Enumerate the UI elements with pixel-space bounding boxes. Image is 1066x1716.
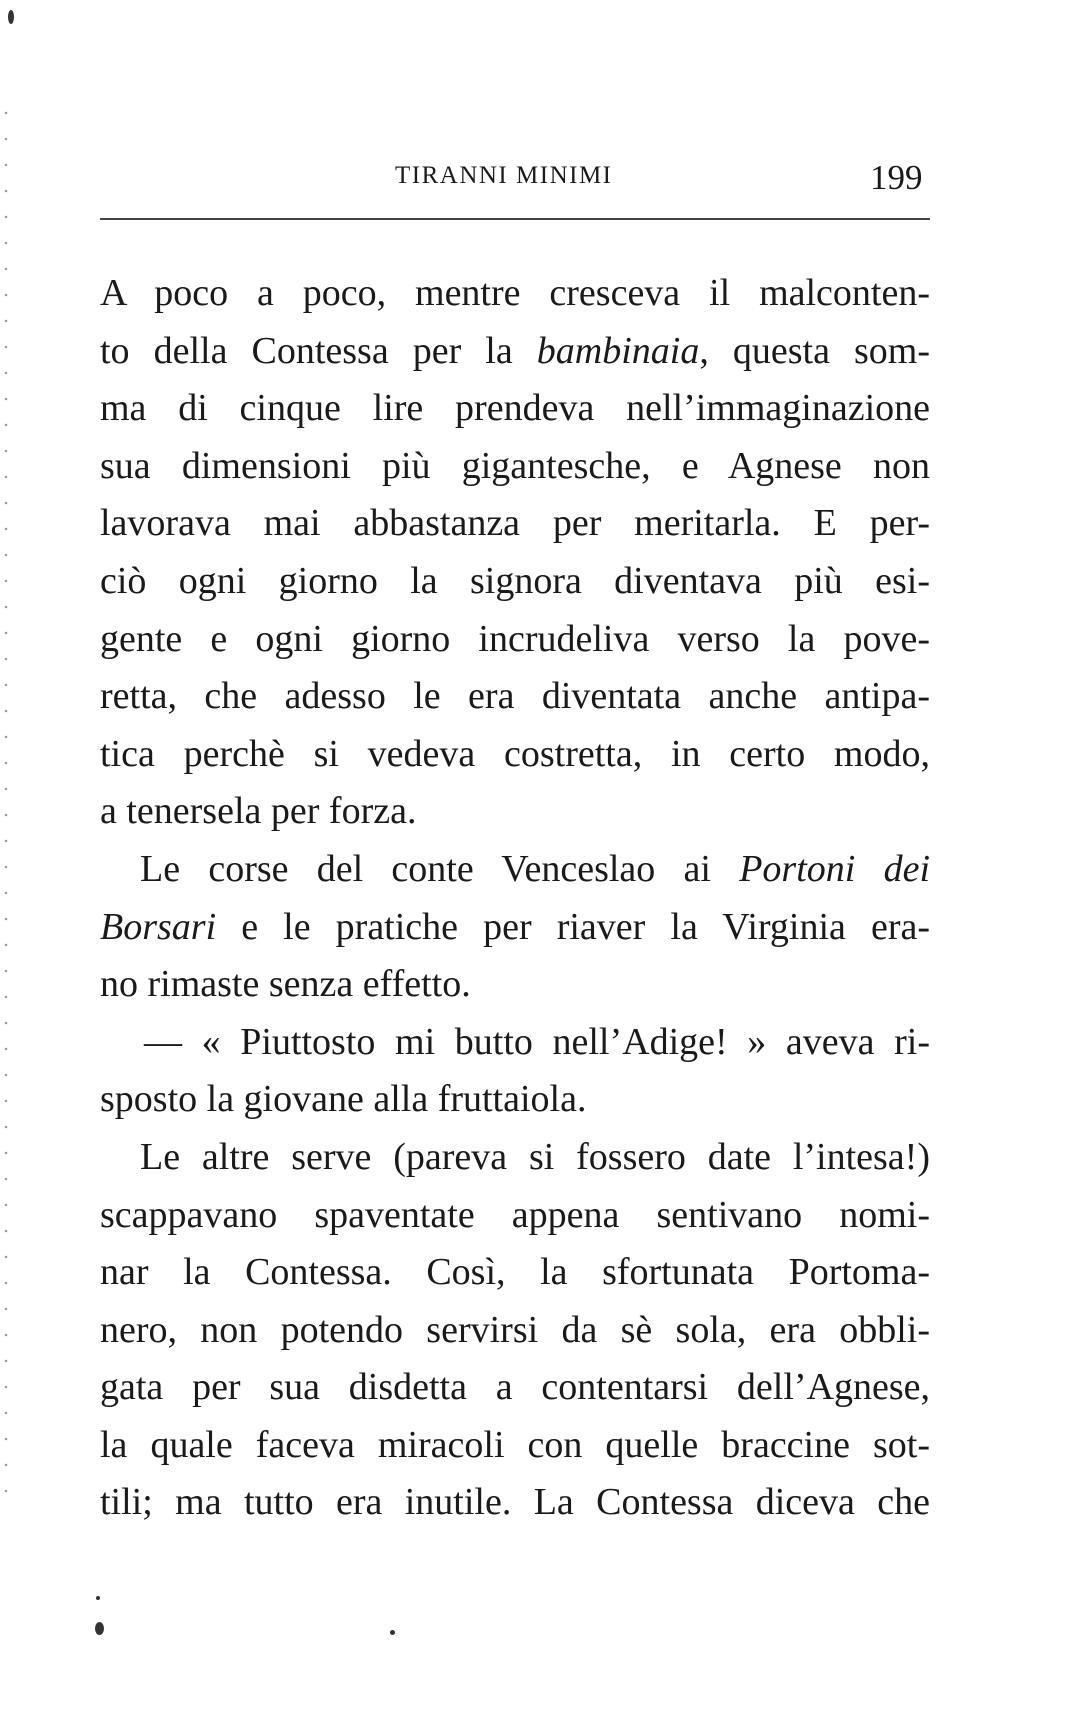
- text-line: lavorava mai abbastanza per meritarla. E per-: [100, 502, 930, 545]
- text-line: tica perchè si vedeva costretta, in certo modo,: [100, 732, 930, 775]
- page-number: 199: [870, 158, 923, 197]
- text-line: ma di cinque lire prendeva nell’immaginazione: [100, 387, 930, 430]
- text-line: sua dimensioni più gigantesche, e Agnese non: [100, 444, 930, 487]
- text-line: sposto la giovane alla fruttaiola.: [100, 1078, 587, 1121]
- scan-margin-marks: [4, 100, 8, 1500]
- text-line: to della Contessa per la bambinaia, questa som-: [100, 329, 930, 372]
- scan-speck: [390, 1630, 395, 1635]
- text-line: ciò ogni giorno la signora diventava più esi-: [100, 559, 930, 602]
- text-line: scappavano spaventate appena sentivano nomi-: [100, 1193, 930, 1236]
- italic-place: Portoni dei: [739, 847, 930, 890]
- text-line: — « Piuttosto mi butto nell’Adige! » aveva ri-: [144, 1020, 930, 1063]
- text-line: nero, non potendo servirsi da sè sola, era obbli-: [100, 1308, 930, 1351]
- header-rule: [100, 218, 930, 220]
- scan-speck: [95, 1622, 104, 1635]
- scan-speck: [8, 10, 14, 24]
- text-line: gata per sua disdetta a contentarsi dell’Agnese,: [100, 1366, 930, 1409]
- text-line: Le altre serve (pareva si fossero date l’intesa!): [140, 1135, 930, 1178]
- text-line: retta, che adesso le era diventata anche antipa-: [100, 675, 930, 718]
- text-line: Borsari e le pratiche per riaver la Virginia era-: [100, 905, 930, 948]
- text-line: Le corse del conte Venceslao ai Portoni dei: [140, 847, 930, 890]
- text-line: no rimaste senza effetto.: [100, 963, 471, 1006]
- running-title: TIRANNI MINIMI: [395, 162, 613, 189]
- text-line: A poco a poco, mentre cresceva il malconten-: [100, 272, 930, 314]
- text-line: tili; ma tutto era inutile. La Contessa diceva che: [100, 1481, 930, 1524]
- text-line: la quale faceva miracoli con quelle braccine sot-: [100, 1423, 930, 1466]
- text-line: gente e ogni giorno incrudeliva verso la pove-: [100, 617, 930, 660]
- italic-place: Borsari: [100, 905, 217, 948]
- text-line: a tenersela per forza.: [100, 790, 417, 833]
- scan-speck: [96, 1596, 100, 1600]
- text-line: nar la Contessa. Così, la sfortunata Portoma-: [100, 1251, 930, 1294]
- italic-word: bambinaia: [536, 329, 700, 372]
- body-text: [100, 265, 930, 1532]
